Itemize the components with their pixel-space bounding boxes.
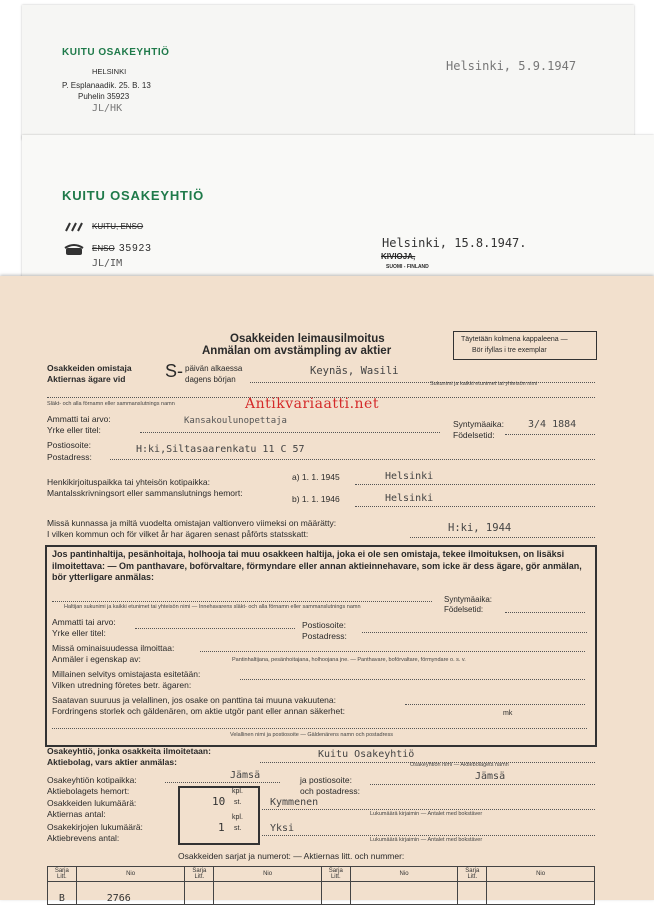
domicile-a-line (355, 484, 595, 485)
holder-post-line (362, 632, 587, 633)
no-col-header: Nio (214, 867, 322, 882)
date-label-sv: dagens början (185, 375, 236, 384)
birth-label-sv: Födelsetid: (453, 430, 495, 440)
letters-words-caption: Lukumäärä kirjaimin — Antalet med bokstäver (370, 837, 483, 843)
owner-name-caption-fi: Sukunimi ja kaikki etunimet tai yhteisön nimi (430, 381, 538, 387)
owner-label-fi: Osakkeiden omistaja (47, 363, 132, 373)
holder-occ-sv: Yrke eller titel: (52, 628, 106, 638)
shares-unit-1: kpl. (232, 788, 243, 795)
empty-cell (350, 882, 458, 905)
shares-sv: Aktiernas antal: (47, 809, 106, 819)
letters-unit-1: kpl. (232, 814, 243, 821)
reference: JL/IM (92, 258, 123, 269)
company-name: KUITU OSAKEYHTIÖ (62, 47, 170, 58)
reference: JL/HK (92, 103, 123, 114)
empty-cell (321, 882, 350, 905)
debtor-caption: Velallinen nimi ja postiosoite — Gäldenärens namn och postadress (230, 732, 393, 738)
holder-capacity-fi: Missä ominaisuudessa ilmoittaa: (52, 643, 175, 653)
occupation-label-sv: Yrke eller titel: (47, 425, 101, 435)
co-post-sv: och postadress: (300, 786, 361, 796)
holder-post-sv: Postadress: (302, 631, 347, 641)
shares-words-value: Kymmenen (270, 797, 319, 808)
domicile-b-line (355, 506, 595, 507)
phone-label: ENSO (92, 244, 115, 253)
no-col-header: Nio (76, 867, 185, 882)
series-row (48, 882, 595, 905)
holder-capacity-caption: Pantinhaltijana, pesänhoitajana, holhoojana jne. — Panthavare, boförvaltare, förmyndare o. s. v. (232, 657, 466, 663)
dateline: Helsinki, 5.9.1947 (446, 59, 577, 73)
company-name: KUITU OSAKEYHTIÖ (62, 188, 205, 203)
birth-value: 3/4 1884 (528, 419, 577, 430)
telegram-address: KUITU, ENSO (92, 222, 144, 231)
domicile-a-value: Helsinki (385, 471, 434, 482)
letters-sv: Aktiebrevens antal: (47, 833, 120, 843)
empty-cell (487, 882, 595, 905)
holder-claim-line (405, 704, 585, 705)
owner-name-caption-sv: Släkt- och alla förnamn eller sammanslutnings namn (47, 401, 175, 407)
postal-label-fi: Postiosoite: (47, 440, 91, 450)
watermark: Antikvariaatti.net (245, 396, 379, 412)
holder-name-caption: Haltijan sukunimi ja kaikki etunimet tai yhteisön nimi — Innehavarens släkt- och alla förnamn eller sammanslutnings namn (64, 604, 361, 610)
series-col-header: Sarja Litt. (458, 867, 487, 882)
domicile-b-label: b) 1. 1. 1946 (292, 494, 340, 504)
holder-expl-fi: Millainen selvitys omistajasta esitetään: (52, 669, 201, 679)
holder-expl-sv: Vilken utredning företes betr. ägaren: (52, 680, 192, 690)
holder-birth-fi: Syntymäaika: (444, 595, 493, 604)
domicile-b-value: Helsinki (385, 493, 434, 504)
company-name-caption: Osakeyhtiön nimi — Aktiebolagets namn (410, 762, 509, 768)
company-label-sv: Aktiebolag, vars aktier anmälas: (47, 757, 177, 767)
tax-label-fi: Missä kunnassa ja miltä vuodelta omistajan valtionvero viimeksi on määrätty: (47, 518, 337, 528)
co-domicile-line (165, 782, 280, 783)
holder-expl-line (240, 679, 585, 680)
shares-num-value: 10 (212, 795, 226, 808)
shares-fi: Osakkeiden lukumäärä: (47, 798, 137, 808)
domicile-label-sv: Mantalsskrivningsort eller sammanslutnings hemort: (47, 488, 243, 498)
series-col-header: Sarja Litt. (321, 867, 350, 882)
debtor-line (52, 728, 587, 729)
holder-post-fi: Postiosoite: (302, 620, 346, 630)
company-city: HELSINKI (92, 67, 127, 76)
co-domicile-value: Jämsä (230, 770, 261, 781)
tax-line (410, 537, 595, 538)
shares-words-line (262, 809, 595, 810)
company-name-value: Kuitu Osakeyhtiö (318, 749, 415, 760)
co-post-value: Jämsä (475, 771, 506, 782)
no-col-header: Nio (350, 867, 458, 882)
occupation-label-fi: Ammatti tai arvo: (47, 414, 111, 424)
series-col-header: Sarja Litt. (185, 867, 214, 882)
holder-occ-fi: Ammatti tai arvo: (52, 617, 116, 627)
number-value: 2766 (76, 882, 185, 905)
letters-fi: Osakekirjojen lukumäärä: (47, 822, 143, 832)
copies-note-fi: Täytetään kolmena kappaleena — (461, 336, 568, 343)
mk-label: mk (503, 710, 513, 717)
tax-label-sv: I vilken kommun och för vilket år har ägaren senast påförts statsskatt: (47, 529, 309, 539)
owner-name-value: Keynäs, Wasili (310, 365, 399, 377)
series-heading: Osakkeiden sarjat ja numerot: — Aktiernas litt. och nummer: (178, 851, 405, 861)
holder-birth-sv: Födelsetid: (444, 605, 484, 614)
holder-birth-line (505, 612, 585, 613)
letters-words-line (262, 835, 595, 836)
co-domicile-fi: Osakeyhtiön kotipaikka: (47, 775, 137, 785)
form-title-sv: Anmälan om avstämpling av aktier (202, 345, 392, 357)
series-col-header: Sarja Litt. (48, 867, 77, 882)
domicile-label-fi: Henkikirjoituspaikka tai yhteisön kotipaikka: (47, 477, 210, 487)
postal-line (110, 459, 595, 460)
letters-words-value: Yksi (270, 823, 295, 834)
empty-cell (185, 882, 214, 905)
holder-heading: Jos pantinhaltija, pesänhoitaja, holhooja tai muu osakkeen haltija, joka ei ole sen omistaja, tekee ilmoituksen, on lisäksi ilmoitettava: — Om panthavare, boförvaltare, förmyndare eller annan aktieinnehavare, som icke är dess ägare, gör anmälan, bör ytterligare anmälas: (52, 549, 582, 582)
series-header-row (48, 867, 595, 882)
postal-value: H:ki,Siltasaarenkatu 11 C 57 (136, 444, 305, 455)
letters-num-value: 1 (218, 821, 225, 834)
shares-unit-2: st. (234, 799, 242, 806)
company-phone: Puhelin 35923 (78, 92, 130, 101)
co-domicile-sv: Aktiebolagets hemort: (47, 786, 130, 796)
empty-cell (458, 882, 487, 905)
co-post-line (370, 784, 595, 785)
telegraph-icon (64, 220, 84, 232)
empty-cell (214, 882, 322, 905)
series-value: B (48, 882, 77, 905)
holder-capacity-line (200, 651, 585, 652)
struck-place: KIVIOJA, (381, 252, 416, 261)
owner-name-line (250, 382, 595, 383)
tax-value: H:ki, 1944 (448, 522, 512, 534)
domicile-a-label: a) 1. 1. 1945 (292, 472, 340, 482)
holder-occ-line (135, 628, 295, 629)
letters-unit-2: st. (234, 825, 242, 832)
holder-capacity-sv: Anmäler i egenskap av: (52, 654, 141, 664)
birth-label-fi: Syntymäaika: (453, 419, 505, 429)
co-post-fi: ja postiosoite: (300, 775, 352, 785)
series-table (47, 866, 595, 905)
dateline: Helsinki, 15.8.1947. (382, 236, 527, 250)
holder-name-line (52, 601, 432, 602)
date-label-fi: päivän alkaessa (185, 364, 243, 373)
occupation-line (140, 432, 440, 433)
phone-number: 35923 (119, 243, 152, 254)
shares-words-caption: Lukumäärä kirjaimin — Antalet med bokstäver (370, 811, 483, 817)
phone-icon (64, 242, 84, 254)
date-letter: S- (165, 361, 183, 381)
holder-claim-sv: Fordringens storlek och gäldenären, om aktie utgör pant eller annan säkerhet: (52, 706, 345, 716)
company-address: P. Esplanaadik. 25. B. 13 (62, 81, 151, 90)
birth-line (505, 434, 595, 435)
copies-note-sv: Bör ifyllas i tre exemplar (472, 347, 547, 354)
letter-sheet-1 (22, 5, 634, 140)
country: SUOMI - FINLAND (386, 264, 429, 270)
occupation-value: Kansakoulunopettaja (184, 416, 287, 426)
letter-sheet-2 (22, 135, 654, 280)
owner-label-sv: Aktiernas ägare vid (47, 374, 126, 384)
holder-claim-fi: Saatavan suuruus ja velallinen, jos osake on panttina tai muuna vakuutena: (52, 695, 336, 705)
no-col-header: Nio (487, 867, 595, 882)
postal-label-sv: Postadress: (47, 452, 92, 462)
company-label-fi: Osakeyhtiö, jonka osakkeita ilmoitetaan: (47, 746, 211, 756)
form-title-fi: Osakkeiden leimausilmoitus (230, 333, 385, 345)
